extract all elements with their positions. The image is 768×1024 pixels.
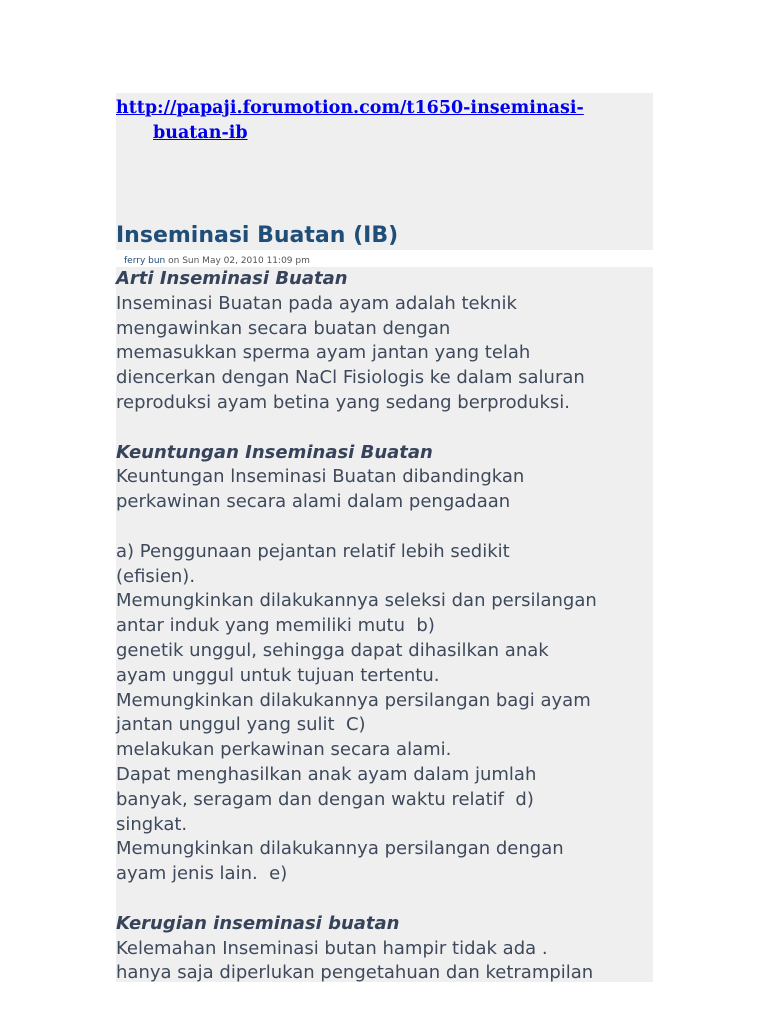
post-title: Inseminasi Buatan (IB)	[116, 223, 399, 248]
post-body	[116, 267, 656, 986]
body-line: memasukkan sperma ayam jantan yang telah	[116, 342, 531, 364]
paragraph-gap	[116, 515, 656, 540]
body-line: Inseminasi Buatan pada ayam adalah teknik	[116, 292, 517, 314]
body-line: Keuntungan lnseminasi Buatan dibandingkan	[116, 466, 525, 488]
body-line: genetik unggul, sehingga dapat dihasilkan anak	[116, 639, 549, 661]
section-heading-kerugian: Kerugian inseminasi buatan	[116, 912, 400, 934]
post-meta	[124, 256, 310, 267]
body-line: Memungkinkan dilakukannya persilangan dengan	[116, 838, 564, 860]
section-heading-arti: Arti Inseminasi Buatan	[116, 268, 348, 289]
body-line: perkawinan secara alami dalam pengadaan	[116, 491, 511, 513]
paragraph-gap	[116, 887, 656, 912]
paragraph-gap	[116, 416, 656, 441]
body-line: a) Penggunaan pejantan relatif lebih sedikit	[116, 540, 510, 562]
body-line: singkat.	[116, 813, 188, 835]
body-line: Kelemahan Inseminasi butan hampir tidak ada .	[116, 937, 548, 959]
source-link-line-2[interactable]: buatan-ib	[153, 123, 248, 143]
section-heading-keuntungan: Keuntungan Inseminasi Buatan	[116, 441, 433, 463]
body-line: mengawinkan secara buatan dengan	[116, 317, 451, 339]
source-link-line-1[interactable]: http://papaji.forumotion.com/t1650-inseminasi-	[116, 98, 584, 118]
body-line: jantan unggul yang sulit C)	[116, 714, 366, 736]
body-line: ayam unggul untuk tujuan tertentu.	[116, 664, 440, 686]
post-date: on Sun May 02, 2010 11:09 pm	[165, 256, 310, 266]
body-line: ayam jenis lain. e)	[116, 863, 288, 885]
post-author[interactable]: ferry bun	[124, 256, 166, 266]
body-line: melakukan perkawinan secara alami.	[116, 739, 452, 761]
body-line: Dapat menghasilkan anak ayam dalam jumlah	[116, 763, 537, 785]
body-line: (efisien).	[116, 565, 196, 587]
body-line: Memungkinkan dilakukannya seleksi dan persilangan	[116, 590, 597, 612]
body-line: antar induk yang memiliki mutu b)	[116, 615, 435, 637]
body-line: diencerkan dengan NaCl Fisiologis ke dalam saluran	[116, 367, 585, 389]
body-line: hanya saja diperlukan pengetahuan dan ketrampilan	[116, 962, 594, 984]
body-line: reproduksi ayam betina yang sedang berproduksi.	[116, 391, 570, 413]
source-link[interactable]	[116, 96, 616, 146]
body-line: banyak, seragam dan dengan waktu relatif d)	[116, 788, 534, 810]
body-line: Memungkinkan dilakukannya persilangan bagi ayam	[116, 689, 591, 711]
